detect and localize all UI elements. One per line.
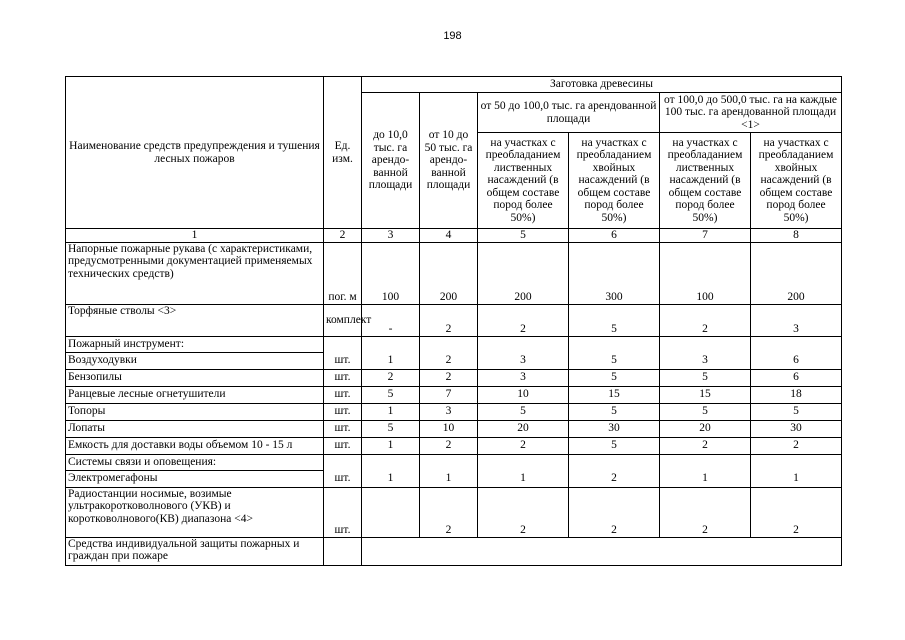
row-name: Электромегафоны xyxy=(66,470,324,487)
row-name: Напорные пожарные рукава (с характеристиками, предусмотренными документацией применяемых технических средств) xyxy=(66,242,324,304)
row-unit: шт. xyxy=(324,386,362,403)
empty-cell xyxy=(362,537,842,565)
row-unit: шт. xyxy=(324,437,362,454)
table-row xyxy=(66,487,842,537)
row-value: 2 xyxy=(420,437,478,454)
table-row xyxy=(66,454,842,470)
row-value: 15 xyxy=(660,386,751,403)
table-row xyxy=(66,403,842,420)
row-name: Лопаты xyxy=(66,420,324,437)
row-name: Воздуходувки xyxy=(66,352,324,369)
row-value: 200 xyxy=(478,242,569,304)
col-num-2: 2 xyxy=(324,229,362,243)
empty-cell xyxy=(569,336,660,352)
row-value: 30 xyxy=(751,420,842,437)
empty-cell xyxy=(478,454,569,470)
col-num-1: 1 xyxy=(66,229,324,243)
row-value: 3 xyxy=(420,403,478,420)
row-value: 6 xyxy=(751,352,842,369)
row-value: 5 xyxy=(362,386,420,403)
table-row xyxy=(66,470,842,487)
empty-cell xyxy=(324,537,362,565)
row-value: 2 xyxy=(420,369,478,386)
row-value: 5 xyxy=(569,403,660,420)
row-value: 3 xyxy=(660,352,751,369)
row-value: 2 xyxy=(660,304,751,336)
row-value: 1 xyxy=(420,470,478,487)
row-value: 2 xyxy=(420,304,478,336)
table-row xyxy=(66,386,842,403)
row-value: 30 xyxy=(569,420,660,437)
row-unit: шт. xyxy=(324,470,362,487)
empty-cell xyxy=(660,336,751,352)
table-row xyxy=(66,242,842,304)
row-name: Средства индивидуальной защиты пожарных и граждан при пожаре xyxy=(66,537,324,565)
header-group-100-500: от 100,0 до 500,0 тыс. га на каждые 100 тыс. га арендованной площади <1> xyxy=(660,93,842,133)
row-name: Ранцевые лесные огнетушители xyxy=(66,386,324,403)
page-number: 198 xyxy=(443,30,462,42)
row-value: 200 xyxy=(420,242,478,304)
header-c7: на участках с преобладанием лиственных насаждений (в общем составе пород более 50%) xyxy=(660,133,751,229)
header-unit: Ед. изм. xyxy=(324,77,362,229)
col-num-3: 3 xyxy=(362,229,420,243)
row-value: 2 xyxy=(478,487,569,537)
fire-equipment-table xyxy=(65,76,842,566)
row-name: Пожарный инструмент: xyxy=(66,336,324,352)
row-value: 5 xyxy=(569,437,660,454)
row-value: 1 xyxy=(751,470,842,487)
row-value: 10 xyxy=(478,386,569,403)
row-name: Радиостанции носимые, возимые ультракоротковолнового (УКВ) и коротковолнового(КВ) диапазона <4> xyxy=(66,487,324,537)
row-value: 300 xyxy=(569,242,660,304)
row-unit: шт. xyxy=(324,403,362,420)
row-value: 5 xyxy=(569,369,660,386)
row-value: 2 xyxy=(660,437,751,454)
row-value: 2 xyxy=(420,487,478,537)
row-value xyxy=(362,487,420,537)
row-value: 100 xyxy=(362,242,420,304)
table-row xyxy=(66,369,842,386)
row-unit: шт. xyxy=(324,352,362,369)
row-value: 2 xyxy=(362,369,420,386)
row-value: 15 xyxy=(569,386,660,403)
empty-cell xyxy=(362,336,420,352)
row-value: 5 xyxy=(569,304,660,336)
empty-cell xyxy=(569,454,660,470)
table-row xyxy=(66,537,842,565)
row-value: 3 xyxy=(751,304,842,336)
empty-cell xyxy=(362,454,420,470)
row-value: 5 xyxy=(660,403,751,420)
row-value: 2 xyxy=(569,470,660,487)
row-name: Бензопилы xyxy=(66,369,324,386)
row-value: 1 xyxy=(478,470,569,487)
table-row xyxy=(66,437,842,454)
row-unit: шт. xyxy=(324,420,362,437)
header-c4: от 10 до 50 тыс. га арендо-ванной площади xyxy=(420,93,478,229)
row-value: 5 xyxy=(751,403,842,420)
row-value: 5 xyxy=(569,352,660,369)
empty-cell xyxy=(751,336,842,352)
row-value: 2 xyxy=(478,304,569,336)
row-value: 2 xyxy=(420,352,478,369)
table-row xyxy=(66,352,842,369)
table-row xyxy=(66,304,842,336)
row-value: 6 xyxy=(751,369,842,386)
row-unit: пог. м xyxy=(324,242,362,304)
row-value: 1 xyxy=(362,352,420,369)
row-name: Емкость для доставки воды объемом 10 - 15 л xyxy=(66,437,324,454)
empty-cell xyxy=(420,336,478,352)
table-row xyxy=(66,336,842,352)
row-value: 18 xyxy=(751,386,842,403)
row-value: 2 xyxy=(660,487,751,537)
empty-cell xyxy=(324,454,362,470)
header-name: Наименование средств предупреждения и тушения лесных пожаров xyxy=(66,77,324,229)
header-group: Заготовка древесины xyxy=(362,77,842,93)
col-num-7: 7 xyxy=(660,229,751,243)
row-value: 7 xyxy=(420,386,478,403)
row-value: 5 xyxy=(478,403,569,420)
empty-cell xyxy=(660,454,751,470)
row-value: 2 xyxy=(751,487,842,537)
row-value: 1 xyxy=(660,470,751,487)
header-c8: на участках с преобладанием хвойных насаждений (в общем составе пород более 50%) xyxy=(751,133,842,229)
row-value: 3 xyxy=(478,369,569,386)
row-name: Топоры xyxy=(66,403,324,420)
row-value: 2 xyxy=(478,437,569,454)
row-value: 200 xyxy=(751,242,842,304)
row-value: 20 xyxy=(660,420,751,437)
row-value: 100 xyxy=(660,242,751,304)
row-value: 1 xyxy=(362,403,420,420)
empty-cell xyxy=(751,454,842,470)
header-group-50-100: от 50 до 100,0 тыс. га арендованной площади xyxy=(478,93,660,133)
row-value: 5 xyxy=(362,420,420,437)
header-c5: на участках с преобладанием лиственных насаждений (в общем составе пород более 50%) xyxy=(478,133,569,229)
row-value: 10 xyxy=(420,420,478,437)
empty-cell xyxy=(420,454,478,470)
row-value: - xyxy=(362,304,420,336)
row-value: 2 xyxy=(569,487,660,537)
header-c3: до 10,0 тыс. га арендо-ванной площади xyxy=(362,93,420,229)
row-value: 1 xyxy=(362,470,420,487)
row-unit: комплект xyxy=(324,304,362,336)
row-unit: шт. xyxy=(324,487,362,537)
row-name: Торфяные стволы <3> xyxy=(66,304,324,336)
table-row xyxy=(66,420,842,437)
row-value: 1 xyxy=(362,437,420,454)
row-name: Системы связи и оповещения: xyxy=(66,454,324,470)
empty-cell xyxy=(478,336,569,352)
col-num-8: 8 xyxy=(751,229,842,243)
row-value: 3 xyxy=(478,352,569,369)
col-num-4: 4 xyxy=(420,229,478,243)
col-num-5: 5 xyxy=(478,229,569,243)
row-unit: шт. xyxy=(324,369,362,386)
row-value: 5 xyxy=(660,369,751,386)
header-c6: на участках с преобладанием хвойных насаждений (в общем составе пород более 50%) xyxy=(569,133,660,229)
row-value: 2 xyxy=(751,437,842,454)
row-value: 20 xyxy=(478,420,569,437)
empty-cell xyxy=(324,336,362,352)
col-num-6: 6 xyxy=(569,229,660,243)
